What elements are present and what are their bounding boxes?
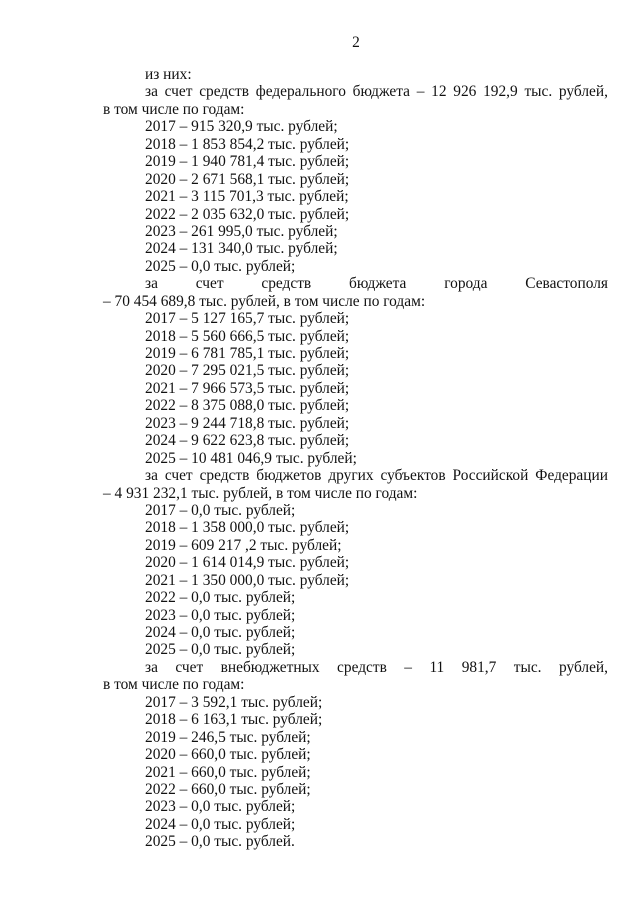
word: 12 <box>431 83 447 101</box>
word: бюджета <box>349 275 407 293</box>
word: за <box>145 83 158 101</box>
word: 11 <box>429 658 445 676</box>
word: внебюджетных <box>220 658 320 676</box>
word: тыс. <box>513 658 542 676</box>
word: Российской <box>452 467 529 485</box>
sevastopol-year-2020: 2020 – 7 295 021,5 тыс. рублей; <box>145 362 350 380</box>
extrabudgetary-year-2018: 2018 – 6 163,1 тыс. рублей; <box>145 711 323 729</box>
other-subjects-year-2022: 2022 – 0,0 тыс. рублей; <box>145 589 296 607</box>
federal-year-2025: 2025 – 0,0 тыс. рублей; <box>145 257 296 275</box>
federal-year-2018: 2018 – 1 853 854,2 тыс. рублей; <box>145 135 350 153</box>
sevastopol-funding-line <box>103 275 608 292</box>
word: за <box>145 275 158 293</box>
extrabudgetary-year-2024: 2024 – 0,0 тыс. рублей; <box>145 815 296 833</box>
word: Федерации <box>535 467 608 485</box>
word: тыс. <box>524 83 553 101</box>
sevastopol-continuation-line: – 70 454 689,8 тыс. рублей, в том числе по годам: <box>103 292 426 310</box>
word: федерального <box>255 83 346 101</box>
page-number: 2 <box>352 34 360 51</box>
federal-continuation-line: в том числе по годам: <box>103 100 245 118</box>
federal-year-2020: 2020 – 2 671 568,1 тыс. рублей; <box>145 170 350 188</box>
word: субъектов <box>380 467 446 485</box>
intro-line: из них: <box>145 66 192 83</box>
extrabudgetary-year-2020: 2020 – 660,0 тыс. рублей; <box>145 746 311 764</box>
word: средств <box>199 83 249 101</box>
word: рублей, <box>558 658 608 676</box>
sevastopol-year-2017: 2017 – 5 127 165,7 тыс. рублей; <box>145 310 350 328</box>
extrabudgetary-funding-line <box>103 659 608 676</box>
word: счет <box>164 83 193 101</box>
word: других <box>328 467 374 485</box>
extrabudgetary-year-2021: 2021 – 660,0 тыс. рублей; <box>145 763 311 781</box>
extrabudgetary-year-2023: 2023 – 0,0 тыс. рублей; <box>145 798 296 816</box>
word: за <box>145 658 158 676</box>
other-subjects-year-2025: 2025 – 0,0 тыс. рублей; <box>145 641 296 659</box>
federal-year-2021: 2021 – 3 115 701,3 тыс. рублей; <box>145 188 349 206</box>
other-subjects-year-2020: 2020 – 1 614 014,9 тыс. рублей; <box>145 554 350 572</box>
federal-year-2024: 2024 – 131 340,0 тыс. рублей; <box>145 240 338 258</box>
federal-year-2017: 2017 – 915 320,9 тыс. рублей; <box>145 118 338 136</box>
word: – <box>416 83 425 101</box>
word: 926 <box>453 83 477 101</box>
word: средств <box>337 658 387 676</box>
word: Севастополя <box>525 275 608 293</box>
word: счет <box>195 275 224 293</box>
word: города <box>444 275 488 293</box>
word: средств <box>261 275 312 293</box>
document-body <box>103 66 608 851</box>
word: 981,7 <box>461 658 497 676</box>
extrabudgetary-year-2022: 2022 – 660,0 тыс. рублей; <box>145 780 311 798</box>
other-subjects-year-2021: 2021 – 1 350 000,0 тыс. рублей; <box>145 571 350 589</box>
sevastopol-year-2019: 2019 – 6 781 785,1 тыс. рублей; <box>145 345 350 362</box>
federal-year-2023: 2023 – 261 995,0 тыс. рублей; <box>145 222 338 240</box>
word: счет <box>175 658 204 676</box>
sevastopol-year-2018: 2018 – 5 560 666,5 тыс. рублей; <box>145 327 350 345</box>
extrabudgetary-year-2017: 2017 – 3 592,1 тыс. рублей; <box>145 693 323 711</box>
word: средств <box>199 467 250 485</box>
other-subjects-year-2024: 2024 – 0,0 тыс. рублей; <box>145 624 296 641</box>
sevastopol-year-2024: 2024 – 9 622 623,8 тыс. рублей; <box>145 432 350 450</box>
federal-funding-line <box>103 83 608 100</box>
word: – <box>404 658 412 676</box>
word: за <box>145 467 158 485</box>
other-subjects-year-2019: 2019 – 609 217 ,2 тыс. рублей; <box>145 536 342 554</box>
extrabudgetary-year-2019: 2019 – 246,5 тыс. рублей; <box>145 728 311 746</box>
other-subjects-year-2017: 2017 – 0,0 тыс. рублей; <box>145 501 296 519</box>
other-subjects-year-2018: 2018 – 1 358 000,0 тыс. рублей; <box>145 519 350 537</box>
sevastopol-year-2025: 2025 – 10 481 046,9 тыс. рублей; <box>145 449 357 467</box>
other-subjects-year-2023: 2023 – 0,0 тыс. рублей; <box>145 606 296 624</box>
word: бюджета <box>352 83 411 101</box>
federal-year-2019: 2019 – 1 940 781,4 тыс. рублей; <box>145 153 350 171</box>
word: счет <box>164 467 193 485</box>
sevastopol-year-2023: 2023 – 9 244 718,8 тыс. рублей; <box>145 414 350 432</box>
other-subjects-funding-line <box>103 467 608 484</box>
extrabudgetary-continuation-line: в том числе по годам: <box>103 676 245 694</box>
federal-year-2022: 2022 – 2 035 632,0 тыс. рублей; <box>145 205 350 223</box>
extrabudgetary-year-2025: 2025 – 0,0 тыс. рублей. <box>145 833 295 851</box>
other-subjects-continuation-line: – 4 931 232,1 тыс. рублей, в том числе по годам: <box>103 484 418 502</box>
word: 192,9 <box>483 83 518 101</box>
sevastopol-year-2021: 2021 – 7 966 573,5 тыс. рублей; <box>145 379 350 397</box>
sevastopol-year-2022: 2022 – 8 375 088,0 тыс. рублей; <box>145 397 350 415</box>
word: рублей, <box>558 83 608 101</box>
word: бюджетов <box>256 467 322 485</box>
